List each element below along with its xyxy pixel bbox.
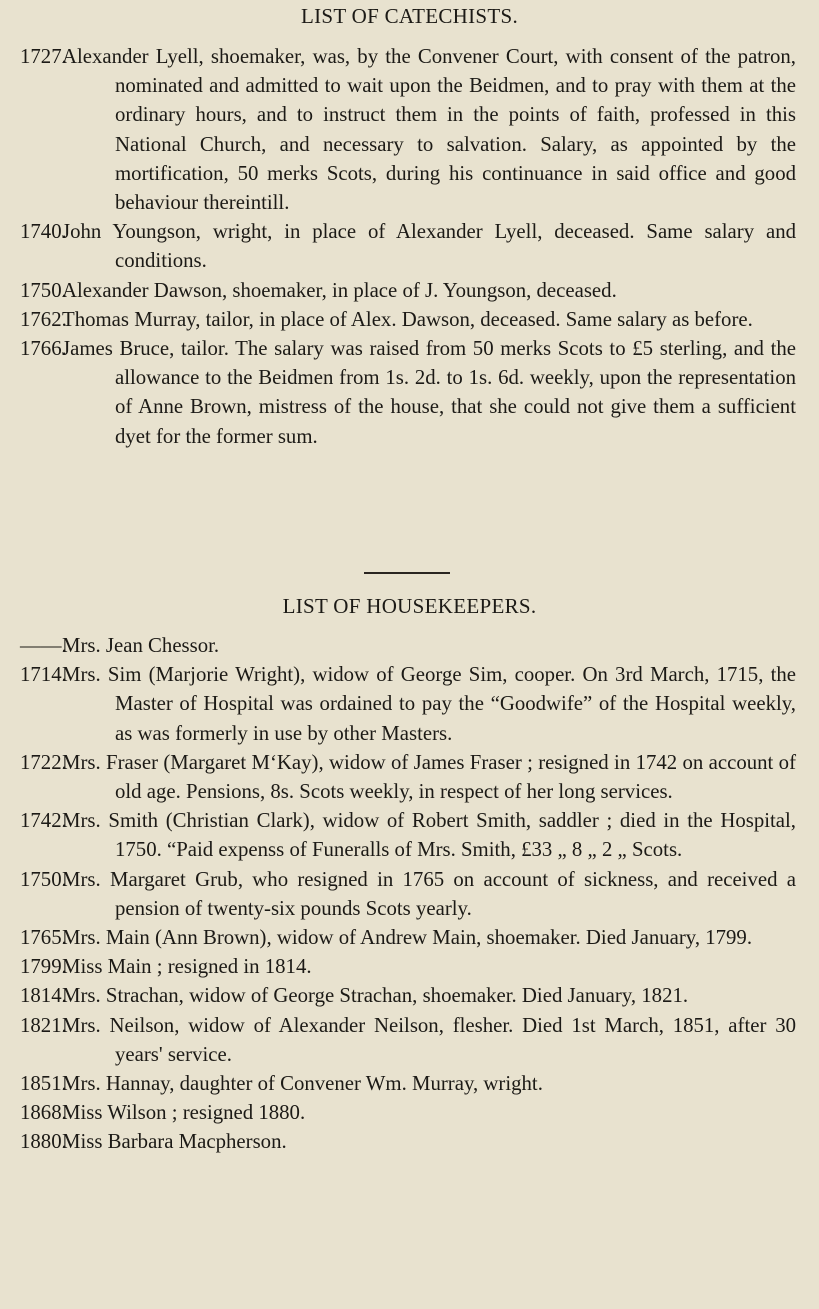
entry-text: Mrs. Smith (Christian Clark), widow of Robert Smith, saddler ; died in the Hospital, 1750. “Paid expenss of Funeralls of Mrs. Smith, £33 „ 8 „ 2 „ Scots. [62, 809, 796, 862]
list-entry [20, 981, 796, 1010]
entry-text: Miss Main ; resigned in 1814. [62, 955, 312, 979]
list-entry [20, 276, 796, 305]
list-entry [20, 1011, 796, 1069]
entry-text: Mrs. Neilson, widow of Alexander Neilson, flesher. Died 1st March, 1851, after 30 years' service. [62, 1013, 796, 1066]
entry-text: James Bruce, tailor. The salary was raised from 50 merks Scots to £5 sterling, and the allowance to the Beidmen from 1s. 2d. to 1s. 6d. weekly, upon the representation of Anne Brown, mistress of the house, that she could not give them a sufficient dyet for the former sum. [62, 337, 796, 448]
housekeepers-heading: LIST OF HOUSEKEEPERS. [282, 594, 537, 618]
list-entry [20, 305, 796, 334]
entry-year: 1868. [20, 1101, 67, 1125]
entry-year: 1742. [20, 809, 67, 833]
entry-text: Mrs. Sim (Marjorie Wright), widow of George Sim, cooper. On 3rd March, 1715, the Master of Hospital was ordained to pay the “Goodwife” of the Hospital weekly, as was formerly in use by other Masters. [62, 663, 796, 745]
catechists-list [20, 42, 796, 451]
entry-year: 1880. [20, 1130, 67, 1154]
entry-text: John Youngson, wright, in place of Alexander Lyell, deceased. Same salary and conditions. [62, 220, 796, 273]
list-entry [20, 42, 796, 217]
entry-text: Mrs. Margaret Grub, who resigned in 1765 on account of sickness, and received a pension of twenty-six pounds Scots yearly. [62, 867, 796, 920]
list-entry [20, 1098, 796, 1127]
list-entry [20, 1127, 796, 1156]
entry-text: Mrs. Jean Chessor. [62, 634, 220, 657]
entry-year: 1727. [20, 45, 67, 68]
entry-year: 1821. [20, 1013, 67, 1037]
entry-year: 1714. [20, 663, 67, 687]
entry-text: Mrs. Main (Ann Brown), widow of Andrew Main, shoemaker. Died January, 1799. [62, 926, 753, 950]
entry-text: Alexander Lyell, shoemaker, was, by the Convener Court, with consent of the patron, nominated and admitted to wait upon the Beidmen, and to pray with them at the ordinary hours, and to instruct them in the points of faith, professed in this National Church, and necessary to salvation. Salary, as appointed by the mortification, 50 merks Scots, during his continuance in said office and good behaviour thereintill. [62, 45, 796, 215]
entry-year: 1750. [20, 867, 67, 891]
list-entry [20, 806, 796, 864]
entry-year: 1799. [20, 955, 67, 979]
entry-text: Mrs. Strachan, widow of George Strachan, shoemaker. Died January, 1821. [62, 984, 689, 1008]
list-entry [20, 923, 796, 952]
entry-year: 1851. [20, 1072, 67, 1096]
entry-year: ——. [20, 634, 67, 657]
list-entry [20, 748, 796, 806]
list-entry [20, 865, 796, 923]
list-entry [20, 631, 796, 660]
entry-text: Miss Wilson ; resigned 1880. [62, 1101, 306, 1125]
entry-year: 1762. [20, 307, 67, 331]
list-entry [20, 1069, 796, 1098]
catechists-heading: LIST OF CATECHISTS. [300, 4, 519, 28]
entry-text: Mrs. Fraser (Margaret M‘Kay), widow of James Fraser ; resigned in 1742 on account of old age. Pensions, 8s. Scots weekly, in respect of her long services. [62, 750, 796, 804]
list-entry [20, 217, 796, 275]
list-entry [20, 660, 796, 748]
entry-text: Mrs. Hannay, daughter of Convener Wm. Murray, wright. [62, 1072, 543, 1096]
entry-text: Miss Barbara Macpherson. [62, 1130, 287, 1154]
entry-year: 1750. [20, 278, 67, 302]
entry-text: Alexander Dawson, shoemaker, in place of J. Youngson, deceased. [62, 278, 617, 302]
entry-year: 1722. [20, 750, 67, 774]
list-entry [20, 952, 796, 981]
entry-text: Thomas Murray, tailor, in place of Alex. Dawson, deceased. Same salary as before. [62, 307, 753, 331]
entry-year: 1766. [20, 337, 67, 361]
section-divider [364, 572, 450, 574]
list-entry [20, 334, 796, 451]
entry-year: 1740. [20, 220, 67, 244]
entry-year: 1765. [20, 926, 67, 950]
housekeepers-list [20, 631, 796, 1157]
entry-year: 1814. [20, 984, 67, 1008]
